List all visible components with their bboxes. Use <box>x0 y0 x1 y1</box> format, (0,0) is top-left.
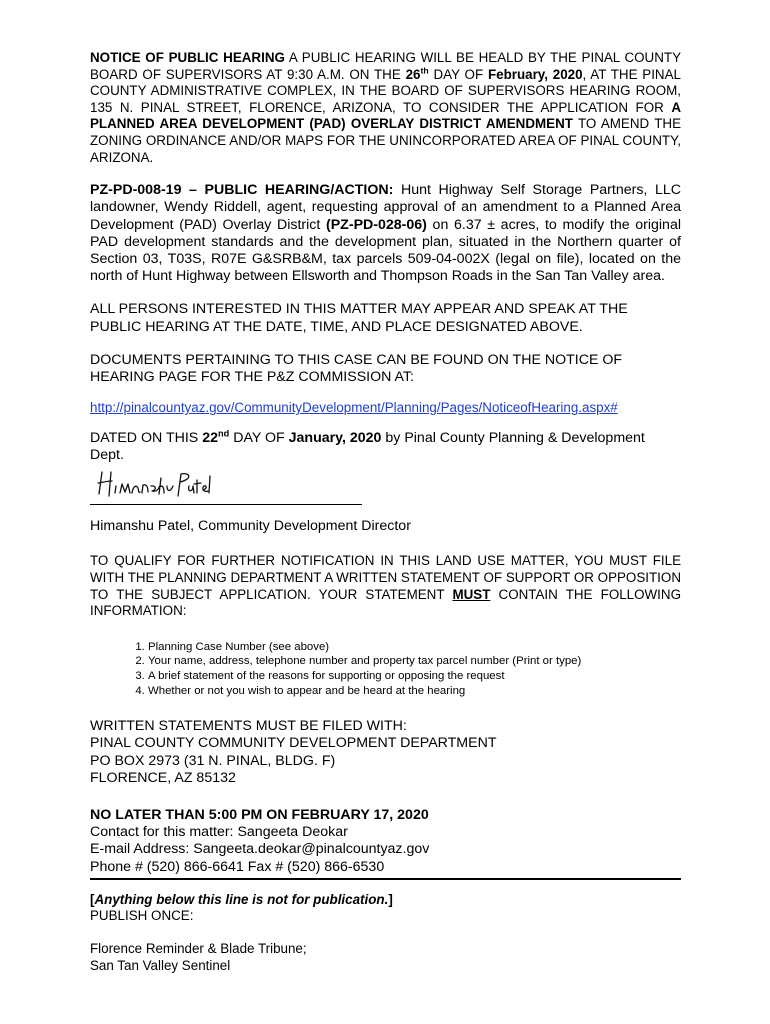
handwritten-signature-icon <box>94 466 214 502</box>
publication-name: San Tan Valley Sentinel <box>90 957 231 973</box>
documents-paragraph: DOCUMENTS PERTAINING TO THIS CASE CAN BE FOUND ON THE NOTICE OF HEARING PAGE FOR THE P&Z COMMISSION AT: <box>90 351 623 385</box>
filing-city: FLORENCE, AZ 85132 <box>90 769 236 786</box>
list-item: 3. A brief statement of the reasons for supporting or opposing the request <box>148 669 681 684</box>
filing-address <box>90 718 681 787</box>
all-persons-paragraph: ALL PERSONS INTERESTED IN THIS MATTER MAY APPEAR AND SPEAK AT THE PUBLIC HEARING AT THE DATE, TIME, AND PLACE DESIGNATED ABOVE. <box>90 301 628 335</box>
notice-document <box>90 50 681 974</box>
list-item: 2. Your name, address, telephone number and property tax parcel number (Print or type) <box>148 654 681 669</box>
filing-heading: WRITTEN STATEMENTS MUST BE FILED WITH: <box>90 718 407 735</box>
case-paragraph: PZ-PD-008-19 – PUBLIC HEARING/ACTION: Hunt Highway Self Storage Partners, LLC landowner, Wendy Riddell, agent, requesting approval of an amendment to a Planned Area Development (PAD) Overlay District (PZ-PD-028-06) on 6.37 ± acres, to modify the original PAD development standards and the development plan, situated in the Northern quarter of Section 03, T03S, R07E G&SRB&M, tax parcels 509-04-002X (legal on file), located on the north of Hunt Highway between Ellsworth and Thompson Roads in the San Tan Valley area. <box>90 182 681 285</box>
notice-paragraph: NOTICE OF PUBLIC HEARING A PUBLIC HEARING WILL BE HEALD BY THE PINAL COUNTY BOARD OF SUPERVISORS AT 9:30 A.M. ON THE 26th DAY OF February, 2020, AT THE PINAL COUNTY ADMINISTRATIVE COMPLEX, IN THE BOARD OF SUPERVISORS HEARING ROOM, 135 N. PINAL STREET, FLORENCE, ARIZONA, TO CONSIDER THE APPLICATION FOR A PLANNED AREA DEVELOPMENT (PAD) OVERLAY DISTRICT AMENDMENT TO AMEND THE ZONING ORDINANCE AND/OR MAPS FOR THE UNINCORPORATED AREA OF PINAL COUNTY, ARIZONA. <box>90 50 682 165</box>
deadline-contact <box>90 807 681 880</box>
list-item: 4. Whether or not you wish to appear and be heard at the hearing <box>148 684 681 699</box>
case-number: PZ-PD-008-19 – PUBLIC HEARING/ACTION: <box>90 182 394 199</box>
not-for-publication-note: [Anything below this line is not for publication.] <box>90 891 393 907</box>
qualify-paragraph: TO QUALIFY FOR FURTHER NOTIFICATION IN THIS LAND USE MATTER, YOU MUST FILE WITH THE PLANNING DEPARTMENT A WRITTEN STATEMENT OF SUPPORT OR OPPOSITION TO THE SUBJECT APPLICATION. YOUR STATEMENT MUST CONTAIN THE FOLLOWING INFORMATION: <box>90 553 681 619</box>
filing-po-box: PO BOX 2973 (31 N. PINAL, BLDG. F) <box>90 752 336 769</box>
notice-of-hearing-link[interactable]: http://pinalcountyaz.gov/CommunityDevelopment/Planning/Pages/NoticeofHearing.aspx# <box>90 400 618 416</box>
signature <box>90 468 681 504</box>
list-item: 1. Planning Case Number (see above) <box>148 640 681 655</box>
must-emphasis: MUST <box>452 586 491 602</box>
required-information-list <box>90 640 681 698</box>
signature-line <box>90 504 362 505</box>
director-name: Himanshu Patel, Community Development Director <box>90 518 411 535</box>
publish-once: PUBLISH ONCE: <box>90 908 194 924</box>
deadline: NO LATER THAN 5:00 PM ON FEBRUARY 17, 2020 <box>90 806 429 823</box>
contact-email: E-mail Address: Sangeeta.deokar@pinalcountyaz.gov <box>90 841 430 858</box>
contact-phone: Phone # (520) 866-6641 Fax # (520) 866-6530 <box>90 858 385 875</box>
publication-instructions <box>90 892 681 974</box>
filing-department: PINAL COUNTY COMMUNITY DEVELOPMENT DEPARTMENT <box>90 735 497 752</box>
dated-line: DATED ON THIS 22nd DAY OF January, 2020 by Pinal County Planning & Development Dept. <box>90 428 645 463</box>
notice-heading: NOTICE OF PUBLIC HEARING <box>90 50 285 65</box>
publication-name: Florence Reminder & Blade Tribune; <box>90 940 307 956</box>
contact-person: Contact for this matter: Sangeeta Deokar <box>90 824 348 841</box>
